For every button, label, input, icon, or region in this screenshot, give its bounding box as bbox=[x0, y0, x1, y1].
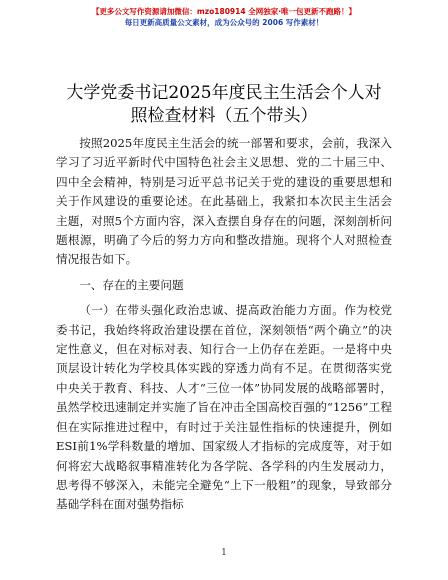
page-number: 1 bbox=[221, 548, 227, 558]
promo-banner-line-1: 【更多公文写作资源请加微信：mzo180914 全网独家·唯一包更新不跑路！】 bbox=[91, 7, 357, 16]
section-heading: 一、存在的主要问题 bbox=[79, 277, 184, 292]
document-body bbox=[56, 134, 392, 515]
section-paragraph: （一）在带头强化政治忠诚、提高政治能力方面。作为校党委书记，我始终将政治建设摆在首位，深刻领悟“两个确立”的决定性意义，但在对标对表、知行合一上仍存在差距。一是将中央顶层设计转化为学校具体实践的穿透力尚有不足。在贯彻落实党中央关于教育、科技、人才“三位一体”协同发展的战略部署时，虽然学校迅速制定并实施了旨在冲击全国高校百强的“1256”工程但在实际推进过程中，有时过于关注显性指标的快速提升，例如ESI前1%学科数量的增加、国家级人才指标的完成度等，对于如何将宏大战略叙事精准转化为各学院、各学科的内生发展动力，思考得不够深入，未能完全避免“上下一般粗”的现象，导致部分基础学科在面对强势指标 bbox=[56, 303, 392, 512]
promo-banner-line-2: 每日更新高质量公文素材，成为公众号的 2006 写作素材！ bbox=[124, 18, 324, 27]
promo-banner bbox=[0, 6, 448, 28]
document-title: 大学党委书记2025年度民主生活会个人对照检查材料（五个带头） bbox=[66, 83, 382, 126]
intro-paragraph: 按照2025年度民主生活会的统一部署和要求，会前，我深入学习了习近平新时代中国特色社会主义思想、党的二十届三中、四中全会精神，特别是习近平总书记关于党的建设的重要思想和关于作风建设的重要论述。在此基础上，我紧扣本次民主生活会主题，对照5个方面内容，深入查摆自身存在的问题，深刻剖析问题根源，明确了今后的努力方向和整改措施。现将个人对照检查情况报告如下。 bbox=[56, 136, 392, 267]
